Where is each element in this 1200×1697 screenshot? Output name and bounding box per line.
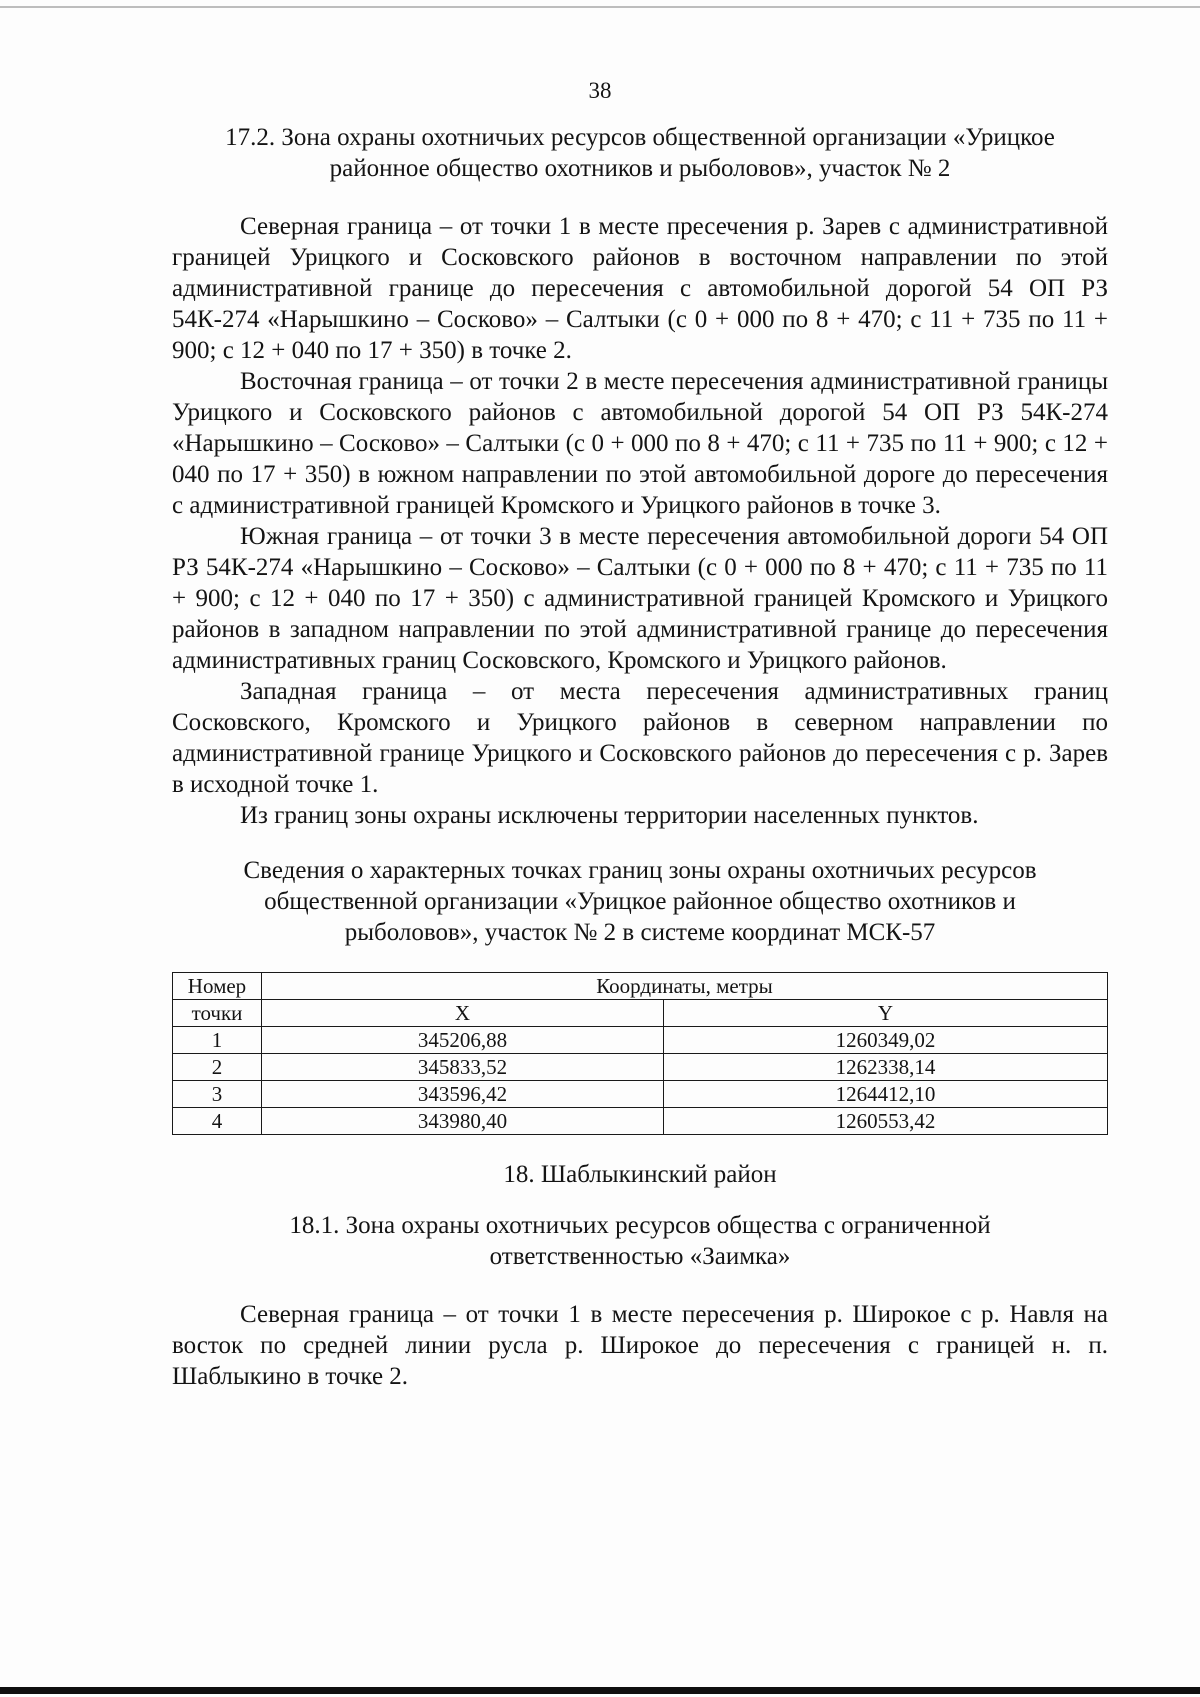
- table-header-row: [173, 973, 1108, 1000]
- table-caption-line-2: общественной организации «Урицкое районное общество охотников и: [264, 888, 1016, 915]
- table-row: [173, 1054, 1108, 1081]
- paragraph-eastern-border: Восточная граница – от точки 2 в месте пересечения административной границы Урицкого и Сосковского районов с автомобильной дорогой 54 ОП РЗ 54К-274 «Нарышкино – Сосково» – Салтыки (с 0 + 000 по 8 + 470; с 11 + 735 по 11 + 900; с 12 + 040 по 17 + 350) в южном направлении по этой автомобильной дороге до пересечения с административной границей Кромского и Урицкого районов в точке 3.: [172, 368, 1108, 519]
- cell-point-number: 4: [173, 1108, 262, 1135]
- paragraph-exclusions: Из границ зоны охраны исключены территории населенных пунктов.: [240, 802, 979, 829]
- cell-y: 1260349,02: [664, 1027, 1108, 1054]
- header-coordinates: Координаты, метры: [262, 973, 1108, 1000]
- document-body: [172, 122, 1108, 1392]
- cell-point-number: 3: [173, 1081, 262, 1108]
- header-point-number-2: точки: [173, 1000, 262, 1027]
- cell-x: 343596,42: [262, 1081, 664, 1108]
- table-subheader-row: [173, 1000, 1108, 1027]
- paragraph-western-border: Западная граница – от места пересечения административных границ Сосковского, Кромского и Урицкого районов в северном направлении по административной границе Урицкого и Сосковского районов до пересечения с р. Зарев в исходной точке 1.: [172, 678, 1108, 798]
- cell-x: 345833,52: [262, 1054, 664, 1081]
- cell-point-number: 1: [173, 1027, 262, 1054]
- scan-edge-top: [0, 6, 1200, 8]
- cell-x: 343980,40: [262, 1108, 664, 1135]
- header-point-number: Номер: [173, 973, 262, 1000]
- header-y: Y: [664, 1000, 1108, 1027]
- section-18-1-heading-line-1: 18.1. Зона охраны охотничьих ресурсов общества с ограниченной: [289, 1212, 991, 1239]
- cell-point-number: 2: [173, 1054, 262, 1081]
- section-18-1-heading-line-2: ответственностью «Заимка»: [489, 1243, 791, 1270]
- cell-y: 1264412,10: [664, 1081, 1108, 1108]
- paragraph-southern-border: Южная граница – от точки 3 в месте пересечения автомобильной дороги 54 ОП РЗ 54К-274 «Нарышкино – Сосково» – Салтыки (с 0 + 000 по 8 + 470; с 11 + 735 по 11 + 900; с 12 + 040 по 17 + 350) с административной границей Кромского и Урицкого районов в западном направлении по этой административной границе до пересечения административных границ Сосковского, Кромского и Урицкого районов.: [172, 523, 1108, 674]
- section-17-2-heading-line-2: районное общество охотников и рыболовов», участок № 2: [329, 155, 951, 182]
- section-17-2-heading-line-1: 17.2. Зона охраны охотничьих ресурсов общественной организации «Урицкое: [225, 124, 1055, 151]
- page-number: 38: [588, 78, 612, 103]
- header-x: X: [262, 1000, 664, 1027]
- paragraph-northern-border: Северная граница – от точки 1 в месте пресечения р. Зарев с административной границей Урицкого и Сосковского районов в восточном направлении по этой административной границе до пересечения с автомобильной дорогой 54 ОП РЗ 54К-274 «Нарышкино – Сосково» – Салтыки (с 0 + 000 по 8 + 470; с 11 + 735 по 11 + 900; с 12 + 040 по 17 + 350) в точке 2.: [172, 213, 1108, 364]
- cell-y: 1260553,42: [664, 1108, 1108, 1135]
- table-row: [173, 1108, 1108, 1135]
- cell-x: 345206,88: [262, 1027, 664, 1054]
- table-row: [173, 1027, 1108, 1054]
- section-18-heading: 18. Шаблыкинский район: [503, 1161, 777, 1188]
- table-caption-line-3: рыболовов», участок № 2 в системе координат МСК-57: [344, 919, 936, 946]
- scan-edge-bottom: [0, 1687, 1200, 1694]
- coordinates-table: [172, 972, 1108, 1135]
- cell-y: 1262338,14: [664, 1054, 1108, 1081]
- table-row: [173, 1081, 1108, 1108]
- paragraph-18-1-northern-border: Северная граница – от точки 1 в месте пересечения р. Широкое с р. Навля на восток по средней линии русла р. Широкое до пересечения с границей н. п. Шаблыкино в точке 2.: [172, 1301, 1108, 1390]
- table-caption-line-1: Сведения о характерных точках границ зоны охраны охотничьих ресурсов: [243, 857, 1037, 884]
